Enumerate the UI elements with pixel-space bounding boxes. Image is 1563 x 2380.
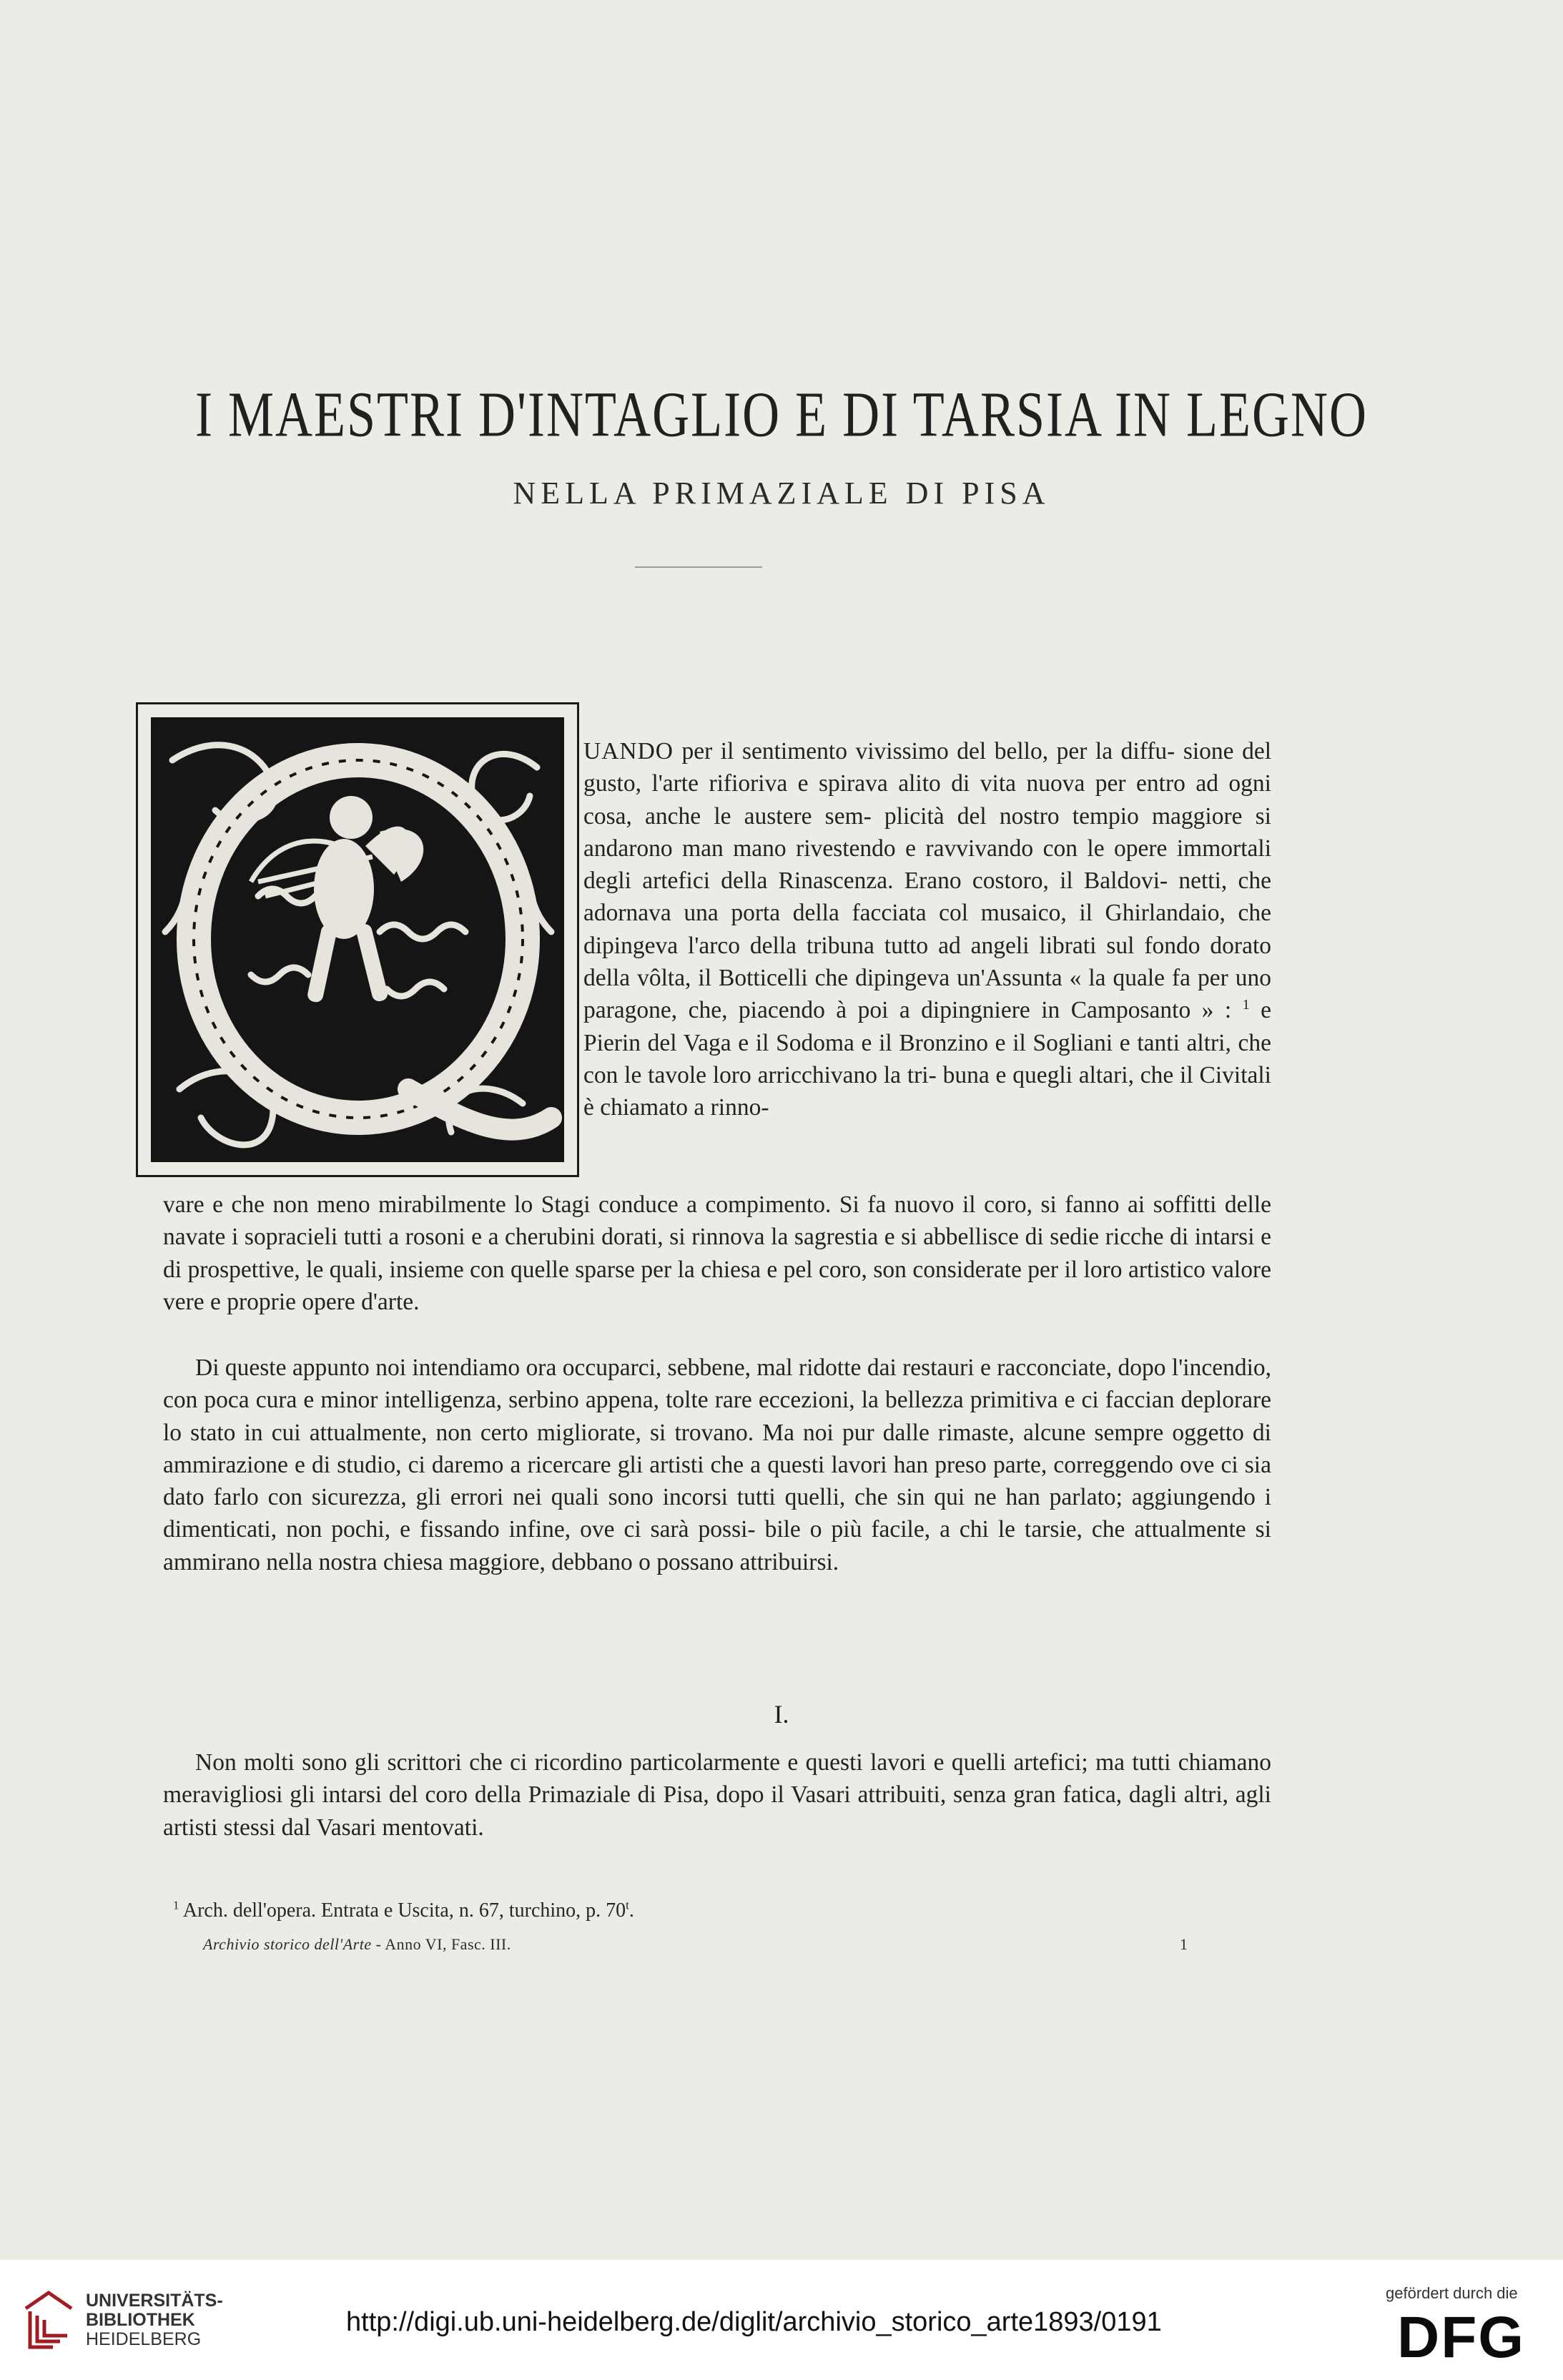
dfg-logo: DFG — [1397, 2305, 1526, 2370]
intro-text-after-ref: e Pierin del Vaga e il Sodoma e il Bronzino e il Sogliani e tanti altri, che con le tavole loro arricchivano la tri- buna e quegli altari, che il Civitali è chiamato a rinno- — [583, 997, 1272, 1121]
library-name-line1: UNIVERSITÄTS- — [86, 2291, 223, 2311]
running-footer — [203, 1935, 511, 1954]
library-name-line3: HEIDELBERG — [86, 2329, 202, 2349]
journal-name: Archivio storico dell'Arte — [203, 1935, 372, 1953]
second-paragraph: Di queste appunto noi intendiamo ora occuparci, sebbene, mal ridotte dai restauri e racconciate, dopo l'incendio, con poca cura e minor intelligenza, serbino appena, tolte rare eccezioni, la bellezza primitiva e ci faccian deplorare lo stato in cui attualmente, non certo migliorate, si trovano. Ma noi pur dalle rimaste, alcune sempre oggetto di ammirazione e di studio, ci daremo a ricercare gli artisti che a questi lavori han preso parte, correggendo ove ci sia dato farlo con sicurezza, gli errori nei quali sono incorsi tutti quelli, che sin qui ne han parlato; aggiungendo i dimenticati, non pochi, e fissando infine, ove ci sarà possi- bile o più facile, a chi le tarsie, che attualmente si ammirano nella nostra chiesa maggiore, debbano o possano attribuirsi. — [163, 1354, 1271, 1575]
page-number: 1 — [1180, 1935, 1188, 1953]
funded-by-label: gefördert durch die — [1386, 2284, 1518, 2302]
journal-issue: - Anno VI, Fasc. III. — [375, 1935, 511, 1953]
library-name — [86, 2291, 223, 2349]
intro-first-word: UANDO — [583, 738, 674, 764]
intro-paragraph-continuation: vare e che non meno mirabilmente lo Stagi conduce a compimento. Si fa nuovo il coro, si fanno ai soffitti delle navate i sopracieli tutti a rosoni e a cherubini dorati, si rinnova la sagrestia e si abbellisce di sedie ricche di intarsi e di prospettive, le quali, insieme con quelle sparse per la chiesa e pel coro, son considerate per il loro artistico valore vere e proprie opere d'arte. — [163, 1191, 1271, 1315]
footnote-ref[interactable]: 1 — [1242, 997, 1250, 1013]
footnote-suffix: t — [626, 1898, 629, 1912]
ornamental-initial-q-icon — [136, 702, 579, 1177]
article-subtitle: NELLA PRIMAZIALE DI PISA — [513, 476, 1050, 511]
library-name-line2: BIBLIOTHEK — [86, 2310, 195, 2330]
initial-q-illustration — [151, 717, 564, 1162]
permalink-url[interactable]: http://digi.ub.uni-heidelberg.de/diglit/archivio_storico_arte1893/0191 — [346, 2307, 1162, 2337]
library-logo-icon — [20, 2287, 77, 2351]
article-title: I MAESTRI D'INTAGLIO E DI TARSIA IN LEGNO — [195, 378, 1368, 451]
footnote-marker: 1 — [173, 1898, 179, 1912]
intro-text: per il sentimento vivissimo del bello, per la diffu- sione del gusto, l'arte rifioriva e spirava alito di vita nuova per entro ad ogni cosa, anche le austere sem- plicità del nostro tempio maggiore si andarono man mano rivestendo e ravvivando con le opere immortali degli artefici della Rinascenza. Erano costoro, il Baldovi- netti, che adornava una porta della facciata col musaico, il Ghirlandaio, che dipingeva l'arco della tribuna tutto ad angeli librati sul fondo dorato della vôlta, il Botticelli che dipingeva un'Assunta « la quale fa per uno paragone, che, piacendo à poi a dipingniere in Camposanto » : — [583, 738, 1271, 1024]
footnote — [173, 1899, 634, 1922]
section-heading: I. — [774, 1700, 789, 1729]
footnote-end: . — [628, 1899, 634, 1922]
intro-paragraph-beside-initial — [583, 735, 1271, 1124]
third-paragraph: Non molti sono gli scrittori che ci ricordino particolarmente e questi lavori e quelli artefici; ma tutti chiamano meravigliosi gli intarsi del coro della Primaziale di Pisa, dopo il Vasari attribuiti, senza gran fatica, dagli altri, agli artisti stessi dal Vasari mentovati. — [163, 1749, 1271, 1841]
digitization-footer — [0, 2260, 1563, 2380]
footnote-text: Arch. dell'opera. Entrata e Uscita, n. 67, turchino, p. 70 — [182, 1899, 626, 1922]
title-divider — [635, 566, 762, 568]
